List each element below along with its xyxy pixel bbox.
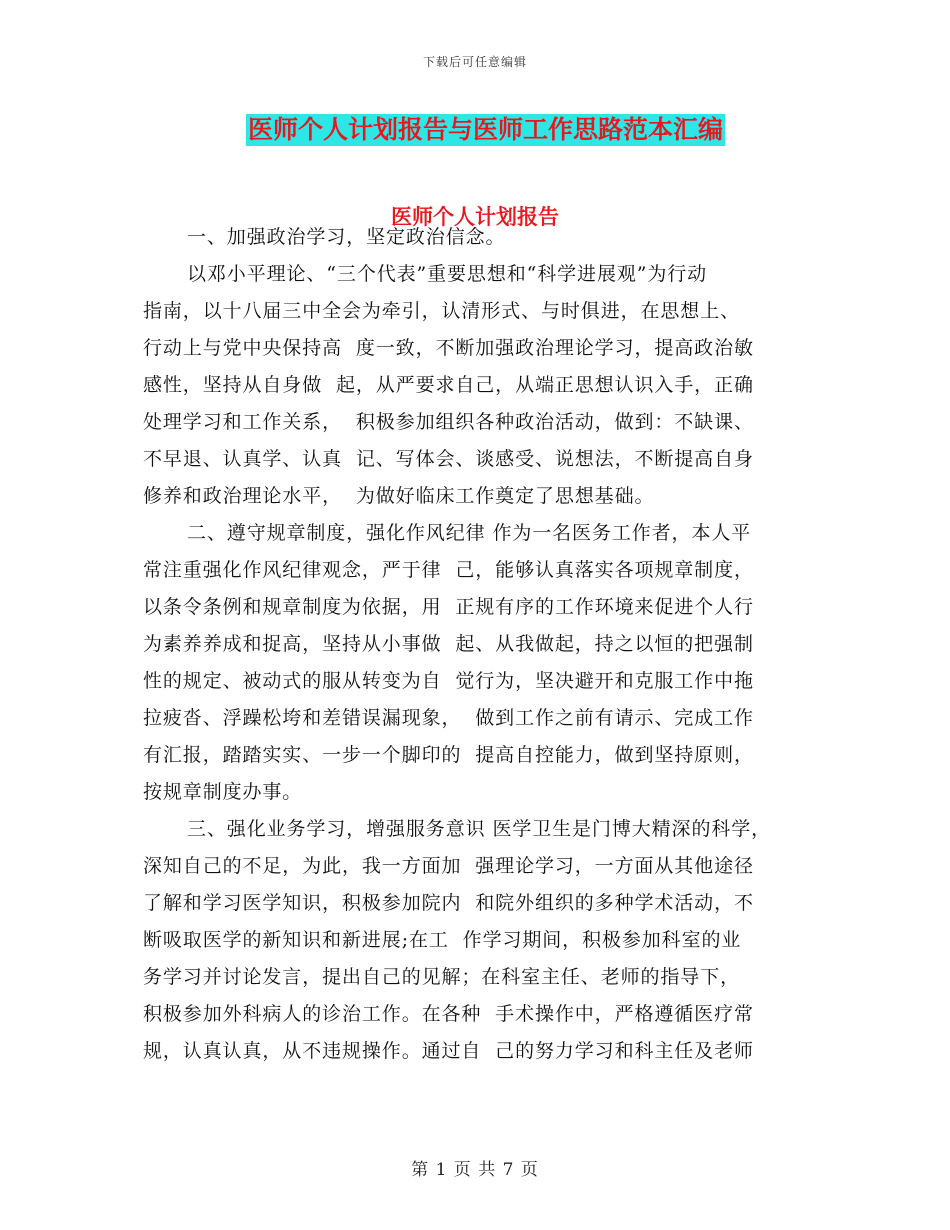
body-line: 指南，以十八届三中全会为牵引，认清形式、与时俱进，在思想上、: [143, 299, 741, 322]
header-note: 下载后可任意编辑: [422, 55, 527, 69]
body-line: 了解和学习医学知识，积极参加院内 和院外组织的多种学术活动，不: [143, 891, 754, 914]
body-line: 常注重强化作风纪律观念，严于律 己，能够认真落实各项规章制度，: [143, 558, 754, 581]
document-body: [143, 219, 815, 1070]
body-line: 拉疲沓、浮躁松垮和差错误漏现象， 做到工作之前有请示、完成工作: [143, 706, 754, 729]
body-line: 规，认真认真，从不违规操作。通过自 己的努力学习和科主任及老师: [143, 1039, 754, 1062]
body-line: 断吸取医学的新知识和新进展;在工 作学习期间，积极参加科室的业: [143, 928, 742, 951]
body-line: 以邓小平理论、“三个代表”重要思想和“科学进展观”为行动: [187, 262, 708, 285]
body-line: 行动上与党中央保持高 度一致，不断加强政治理论学习，提高政治敏: [143, 336, 754, 359]
body-line: 处理学习和工作关系， 积极参加组织各种政治活动，做到：不缺课、: [143, 410, 754, 433]
body-line: 深知自己的不足，为此，我一方面加 强理论学习，一方面从其他途径: [143, 854, 754, 877]
body-line: 务学习并讨论发言，提出自己的见解；在科室主任、老师的指导下，: [143, 965, 741, 988]
section-title: 医师个人计划报告: [391, 204, 559, 229]
body-line: 感性，坚持从自身做 起，从严要求自己，从端正思想认识入手，正确: [143, 373, 754, 396]
body-line: 三、强化业务学习，增强服务意识 医学卫生是门博大精深的科学，: [187, 817, 772, 840]
page-number-footer: 第 1 页 共 7 页: [411, 1160, 539, 1180]
document-main-title: 医师个人计划报告与医师工作思路范本汇编: [248, 115, 724, 144]
body-line: 积极参加外科病人的诊治工作。在各种 手术操作中，严格遵循医疗常: [143, 1002, 754, 1025]
body-line: 一、加强政治学习，坚定政治信念。: [187, 225, 506, 248]
body-line: 为素养养成和捉高，坚持从小事做 起、从我做起，持之以恒的把强制: [143, 632, 754, 655]
body-line: 不早退、认真学、认真 记、写体会、谈感受、说想法，不断提高自身: [143, 447, 754, 470]
body-line: 二、遵守规章制度，强化作风纪律 作为一名医务工作者，本人平: [187, 521, 752, 544]
body-line: 性的规定、被动式的服从转变为自 觉行为，坚决避开和克服工作中拖: [143, 669, 754, 692]
body-line: 有汇报，踏踏实实、一步一个脚印的 提高自控能力，做到坚持原则，: [143, 743, 754, 766]
body-line: 以条令条例和规章制度为依据，用 正规有序的工作环境来促进个人行: [143, 595, 754, 618]
body-line: 按规章制度办事。: [143, 780, 303, 803]
body-line: 修养和政治理论水平， 为做好临床工作奠定了思想基础。: [143, 484, 655, 507]
